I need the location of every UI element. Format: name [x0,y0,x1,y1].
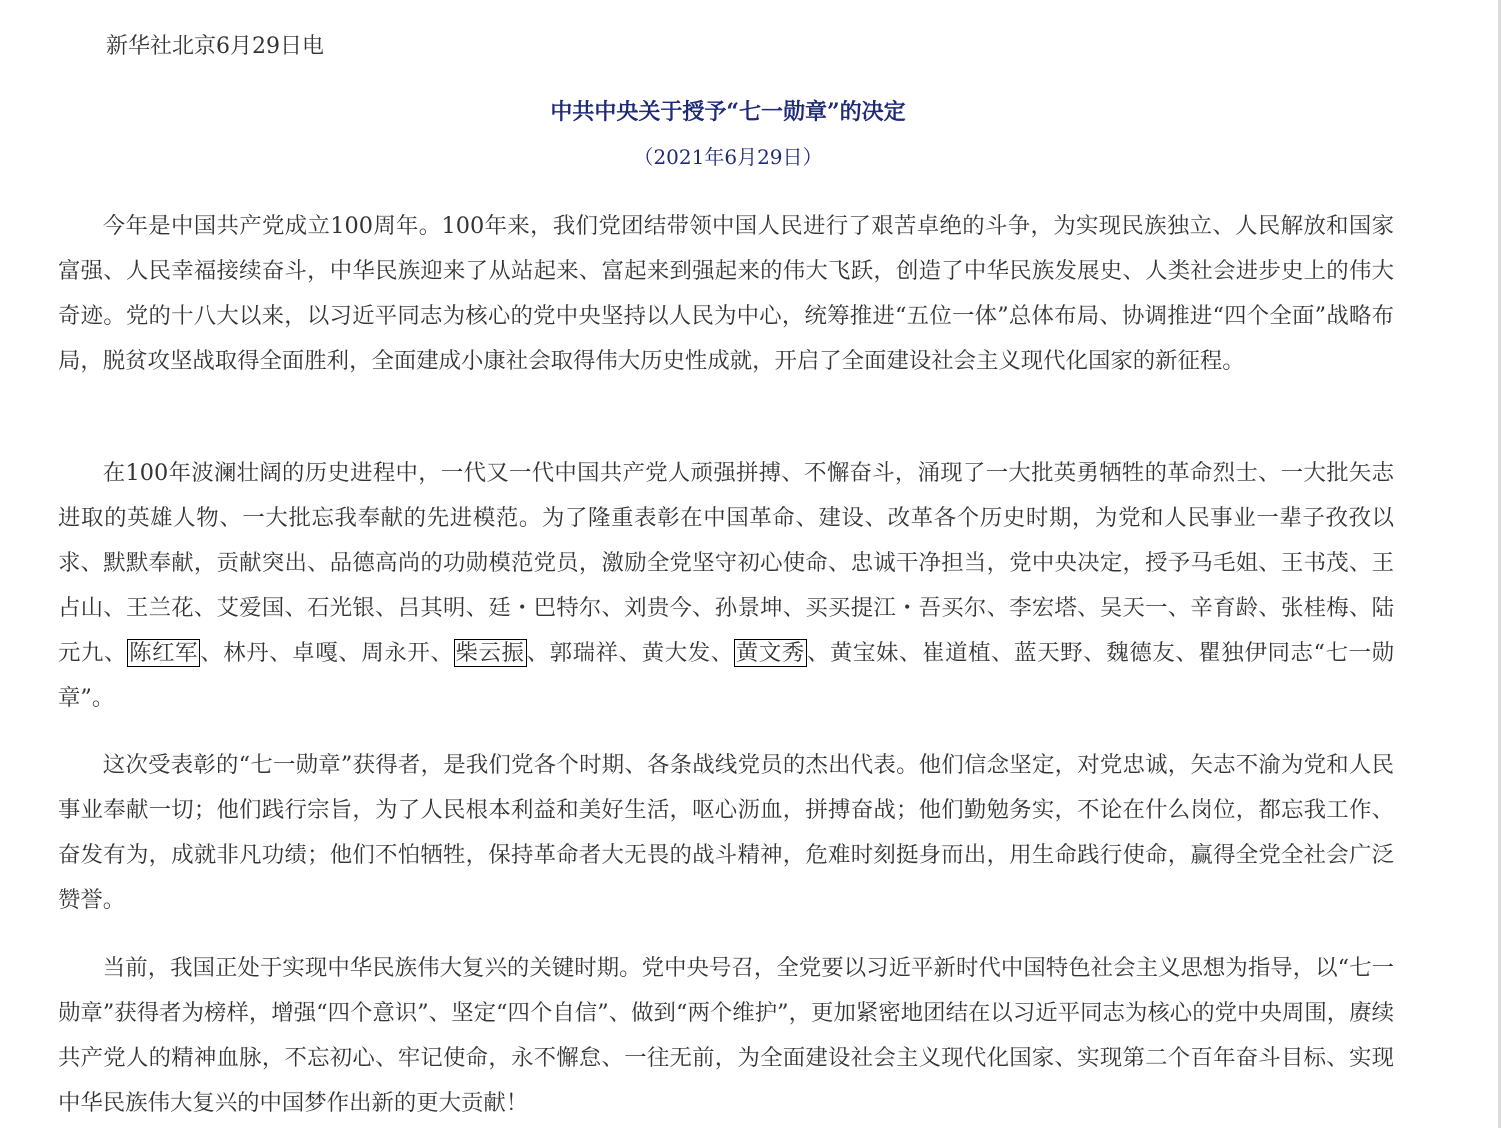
paragraph-award [58,451,1394,721]
award-text-intro: 在100年波澜壮阔的历史进程中，一代又一代中国共产党人顽强拼搏、不懈奋斗，涌现了一大批英勇牺牲的革命烈士、一大批矢志进取的英雄人物、一大批忘我奉献的先进模范。为了隆重表彰在中国革命、建设、改革各个历史时期，为党和人民事业一辈子孜孜以求、默默奉献，贡献突出、品德高尚的功勋模范党员，激励全党坚守初心使命、忠诚干净担当，党中央决定，授予马毛姐、王书茂、王占山、王兰花、艾爱国、石光银、吕其明、廷・巴特尔、刘贵今、孙景坤、买买提江・吾买尔、李宏塔、吴天一、辛育龄、张桂梅、陆元九、 [58,460,1394,666]
article-title: 中共中央关于授予“七一勋章”的决定 [550,99,906,125]
award-text-outro: 、黄宝妹、崔道植、蓝天野、魏德友、瞿独伊同志“七一勋章”。 [58,640,1395,711]
award-text-sep-2: 、郭瑞祥、黄大发、 [526,640,734,666]
highlighted-name-chai-yunzhen: 柴云振 [455,640,525,666]
paragraph-recipients: 这次受表彰的“七一勋章”获得者，是我们党各个时期、各条战线党员的杰出代表。他们信念坚定，对党忠诚，矢志不渝为党和人民事业奉献一切；他们践行宗旨，为了人民根本利益和美好生活，呕心沥血，拼搏奋战；他们勤勉务实，不论在什么岗位，都忘我工作、奋发有为，成就非凡功绩；他们不怕牺牲，保持革命者大无畏的战斗精神，危难时刻挺身而出，用生命践行使命，赢得全党全社会广泛赞誉。 [58,752,1394,913]
award-text-sep-1: 、林丹、卓嘎、周永开、 [200,640,454,666]
paragraph-intro: 今年是中国共产党成立100周年。100年来，我们党团结带领中国人民进行了艰苦卓绝的斗争，为实现民族独立、人民解放和国家富强、人民幸福接续奋斗，中华民族迎来了从站起来、富起来到强起来的伟大飞跃，创造了中华民族发展史、人类社会进步史上的伟大奇迹。党的十八大以来，以习近平同志为核心的党中央坚持以人民为中心，统筹推进“五位一体”总体布局、协调推进“四个全面”战略布局，脱贫攻坚战取得全面胜利，全面建成小康社会取得伟大历史性成就，开启了全面建设社会主义现代化国家的新征程。 [58,213,1394,374]
paragraph-call: 当前，我国正处于实现中华民族伟大复兴的关键时期。党中央号召，全党要以习近平新时代中国特色社会主义思想为指导，以“七一勋章”获得者为榜样，增强“四个意识”、坚定“四个自信”、做到“两个维护”，更加紧密地团结在以习近平同志为核心的党中央周围，赓续共产党人的精神血脉，不忘初心、牢记使命，永不懈怠、一往无前，为全面建设社会主义现代化国家、实现第二个百年奋斗目标、实现中华民族伟大复兴的中国梦作出新的更大贡献！ [58,955,1394,1116]
highlighted-name-chen-hongjun: 陈红军 [129,640,199,666]
dateline: 新华社北京6月29日电 [106,34,324,59]
article-date: （2021年6月29日） [633,145,823,169]
highlighted-name-huang-wenxiu: 黄文秀 [735,640,805,666]
